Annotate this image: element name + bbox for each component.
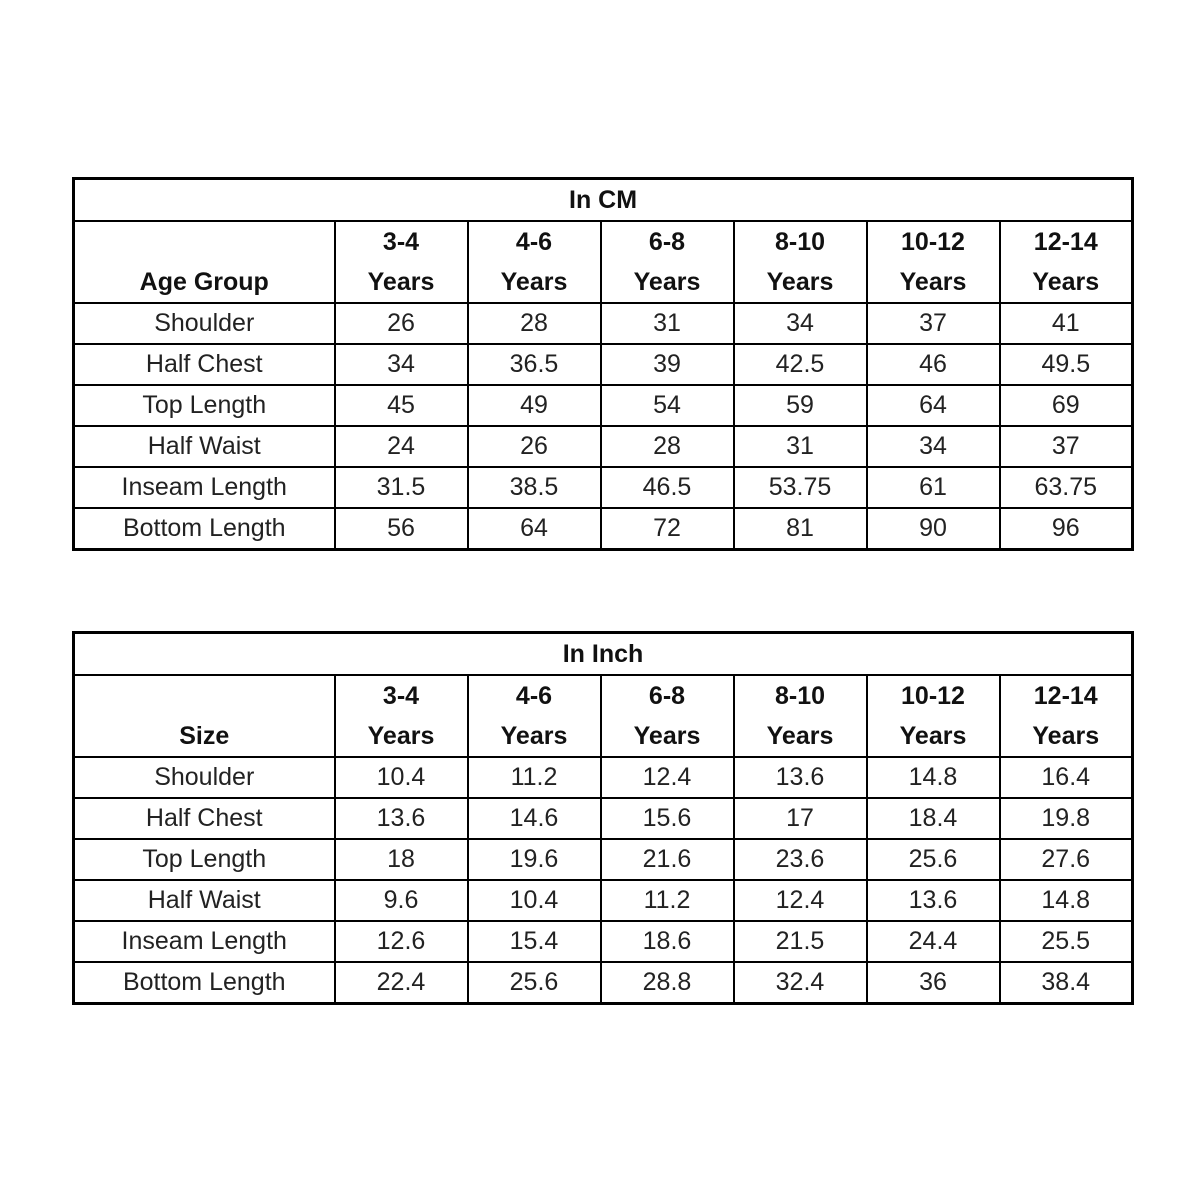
- table-cell: 26: [468, 426, 601, 467]
- table-row: [74, 757, 1133, 798]
- table-cell: 64: [468, 508, 601, 550]
- column-header-range: 12-14: [1033, 682, 1098, 710]
- table-cell: 15.6: [601, 798, 734, 839]
- table-title-row: [74, 633, 1133, 676]
- table-cell: 18.4: [867, 798, 1000, 839]
- column-header: [867, 221, 1000, 303]
- column-header-unit: Years: [500, 268, 568, 296]
- column-header-unit: Years: [633, 722, 701, 750]
- table-cell: 12.6: [335, 921, 468, 962]
- column-header-unit: Years: [766, 268, 834, 296]
- table-cell: 64: [867, 385, 1000, 426]
- table-row: [74, 303, 1133, 344]
- row-label: Bottom Length: [74, 962, 335, 1004]
- table-cell: 17: [734, 798, 867, 839]
- table-cell: 15.4: [468, 921, 601, 962]
- column-header-unit: Years: [1032, 722, 1100, 750]
- table-cell: 41: [1000, 303, 1133, 344]
- table-cell: 12.4: [734, 880, 867, 921]
- table-title: In CM: [74, 179, 1133, 222]
- table-row: [74, 839, 1133, 880]
- table-cell: 13.6: [867, 880, 1000, 921]
- column-header-range: 8-10: [774, 228, 826, 256]
- column-header-range: 3-4: [382, 682, 420, 710]
- table-row: [74, 508, 1133, 550]
- table-row: [74, 426, 1133, 467]
- table-cell: 36: [867, 962, 1000, 1004]
- table-cell: 19.6: [468, 839, 601, 880]
- column-header: [335, 221, 468, 303]
- table-cell: 63.75: [1000, 467, 1133, 508]
- column-header-unit: Years: [633, 268, 701, 296]
- table-row: [74, 798, 1133, 839]
- row-label: Half Chest: [74, 798, 335, 839]
- table-cell: 34: [867, 426, 1000, 467]
- table-cell: 32.4: [734, 962, 867, 1004]
- column-header-range: 10-12: [901, 228, 965, 256]
- table-cell: 46.5: [601, 467, 734, 508]
- column-header-range: 3-4: [382, 228, 420, 256]
- table-cell: 14.6: [468, 798, 601, 839]
- table-cell: 31: [601, 303, 734, 344]
- row-label-header-text: Age Group: [139, 268, 269, 296]
- column-header: [867, 675, 1000, 757]
- table-cell: 28.8: [601, 962, 734, 1004]
- column-header-unit: Years: [367, 722, 435, 750]
- table-cell: 14.8: [867, 757, 1000, 798]
- table-cell: 81: [734, 508, 867, 550]
- table-cell: 21.6: [601, 839, 734, 880]
- table-title: In Inch: [74, 633, 1133, 676]
- table-cell: 46: [867, 344, 1000, 385]
- table-row: [74, 880, 1133, 921]
- column-header-range: 12-14: [1033, 228, 1098, 256]
- size-chart-cm-body: [74, 179, 1133, 550]
- table-cell: 90: [867, 508, 1000, 550]
- table-cell: 25.6: [468, 962, 601, 1004]
- table-cell: 26: [335, 303, 468, 344]
- table-row: [74, 344, 1133, 385]
- table-cell: 31: [734, 426, 867, 467]
- table-cell: 10.4: [335, 757, 468, 798]
- row-label: Bottom Length: [74, 508, 335, 550]
- table-cell: 14.8: [1000, 880, 1133, 921]
- table-row: [74, 467, 1133, 508]
- table-cell: 54: [601, 385, 734, 426]
- table-cell: 34: [335, 344, 468, 385]
- column-header-unit: Years: [766, 722, 834, 750]
- table-cell: 37: [867, 303, 1000, 344]
- column-header: [468, 221, 601, 303]
- table-cell: 45: [335, 385, 468, 426]
- row-label: Shoulder: [74, 757, 335, 798]
- table-cell: 37: [1000, 426, 1133, 467]
- table-cell: 42.5: [734, 344, 867, 385]
- column-header-range: 4-6: [515, 682, 553, 710]
- table-cell: 53.75: [734, 467, 867, 508]
- table-cell: 49: [468, 385, 601, 426]
- column-header-unit: Years: [367, 268, 435, 296]
- table-cell: 56: [335, 508, 468, 550]
- size-chart-inch-body: [74, 633, 1133, 1004]
- row-label-header: [74, 221, 335, 303]
- table-cell: 38.5: [468, 467, 601, 508]
- table-cell: 28: [468, 303, 601, 344]
- table-cell: 34: [734, 303, 867, 344]
- table-cell: 96: [1000, 508, 1133, 550]
- table-cell: 72: [601, 508, 734, 550]
- table-cell: 49.5: [1000, 344, 1133, 385]
- table-cell: 69: [1000, 385, 1133, 426]
- row-label: Shoulder: [74, 303, 335, 344]
- table-row: [74, 962, 1133, 1004]
- table-cell: 11.2: [601, 880, 734, 921]
- table-cell: 10.4: [468, 880, 601, 921]
- row-label-header-text: Size: [179, 722, 230, 750]
- row-label: Top Length: [74, 839, 335, 880]
- row-label: Top Length: [74, 385, 335, 426]
- table-cell: 31.5: [335, 467, 468, 508]
- table-cell: 13.6: [335, 798, 468, 839]
- row-label: Half Waist: [74, 880, 335, 921]
- column-header-row: [74, 675, 1133, 757]
- table-cell: 13.6: [734, 757, 867, 798]
- table-cell: 24.4: [867, 921, 1000, 962]
- table-cell: 23.6: [734, 839, 867, 880]
- column-header-row: [74, 221, 1133, 303]
- table-cell: 19.8: [1000, 798, 1133, 839]
- column-header: [468, 675, 601, 757]
- table-cell: 22.4: [335, 962, 468, 1004]
- row-label-header: [74, 675, 335, 757]
- column-header: [601, 221, 734, 303]
- column-header-unit: Years: [899, 722, 967, 750]
- table-cell: 25.6: [867, 839, 1000, 880]
- table-cell: 39: [601, 344, 734, 385]
- table-cell: 38.4: [1000, 962, 1133, 1004]
- table-cell: 11.2: [468, 757, 601, 798]
- size-chart-inch-table: [72, 631, 1134, 1005]
- row-label: Inseam Length: [74, 467, 335, 508]
- column-header-range: 10-12: [901, 682, 965, 710]
- row-label: Half Waist: [74, 426, 335, 467]
- column-header-range: 4-6: [515, 228, 553, 256]
- table-cell: 21.5: [734, 921, 867, 962]
- table-cell: 16.4: [1000, 757, 1133, 798]
- row-label: Inseam Length: [74, 921, 335, 962]
- table-title-row: [74, 179, 1133, 222]
- table-cell: 36.5: [468, 344, 601, 385]
- table-cell: 18: [335, 839, 468, 880]
- column-header-range: 6-8: [648, 682, 686, 710]
- table-cell: 24: [335, 426, 468, 467]
- table-cell: 12.4: [601, 757, 734, 798]
- table-cell: 25.5: [1000, 921, 1133, 962]
- table-cell: 18.6: [601, 921, 734, 962]
- size-chart-cm-table: [72, 177, 1134, 551]
- table-cell: 61: [867, 467, 1000, 508]
- table-cell: 28: [601, 426, 734, 467]
- column-header: [734, 221, 867, 303]
- column-header: [601, 675, 734, 757]
- column-header-unit: Years: [500, 722, 568, 750]
- column-header: [1000, 675, 1133, 757]
- column-header: [1000, 221, 1133, 303]
- table-row: [74, 385, 1133, 426]
- column-header-range: 6-8: [648, 228, 686, 256]
- table-cell: 9.6: [335, 880, 468, 921]
- column-header-range: 8-10: [774, 682, 826, 710]
- table-row: [74, 921, 1133, 962]
- table-cell: 27.6: [1000, 839, 1133, 880]
- column-header: [734, 675, 867, 757]
- column-header-unit: Years: [899, 268, 967, 296]
- column-header: [335, 675, 468, 757]
- table-cell: 59: [734, 385, 867, 426]
- row-label: Half Chest: [74, 344, 335, 385]
- column-header-unit: Years: [1032, 268, 1100, 296]
